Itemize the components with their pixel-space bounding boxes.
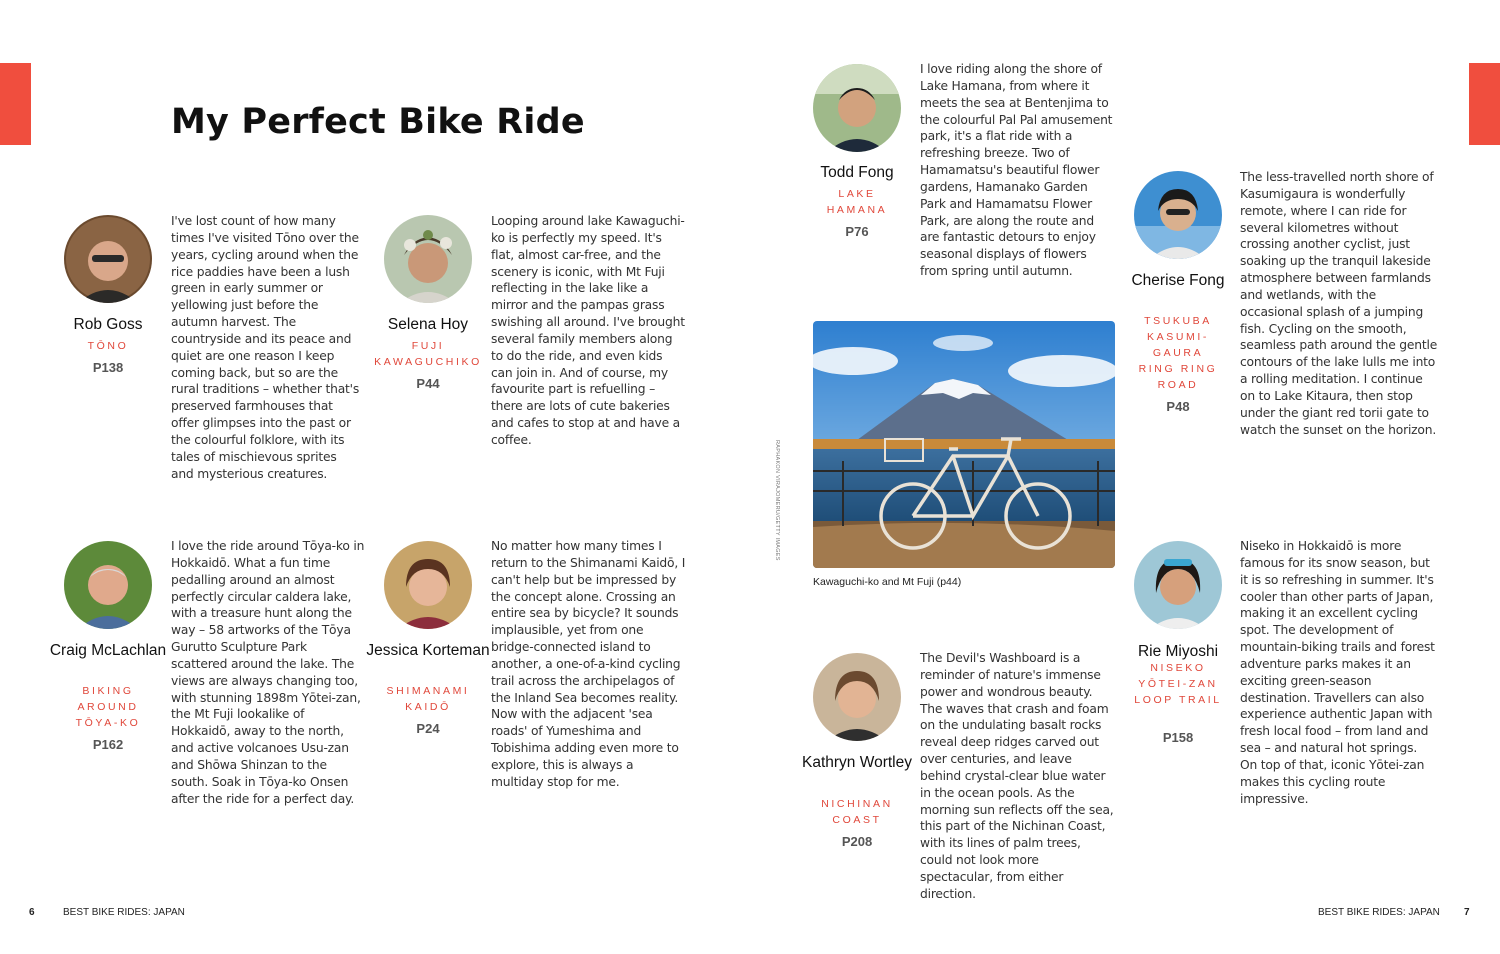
contributor-name: Jessica Korteman bbox=[366, 642, 490, 659]
page-reference: P162 bbox=[92, 737, 124, 752]
ride-location: TŌNO bbox=[87, 340, 129, 352]
photo-credit: RAPHAKON VIRAJOMERU/GETTY IMAGES bbox=[774, 440, 780, 561]
left-page-number: 6 bbox=[29, 907, 35, 918]
contributor-portrait bbox=[384, 215, 472, 303]
ride-location: BIKING AROUND TŌYA-KO bbox=[75, 685, 141, 729]
right-page-number: 7 bbox=[1464, 907, 1470, 918]
contributor-name: Selena Hoy bbox=[387, 316, 469, 333]
photo-caption: Kawaguchi-ko and Mt Fuji (p44) bbox=[813, 576, 962, 588]
contributor-text: The Devil's Washboard is a reminder of nature's immense power and wondrous beauty. The waves that crash and foam on the undulating basalt rocks reveal deep ridges carved out over centuries, and leave behind crystal-clear blue water in the ocean pools. As the morning sun reflects off the sea, this part of the Nichinan Coast, with its lines of palm trees, could not look more spectacular, from either direction. bbox=[920, 651, 1114, 901]
contributor-text: The less-travelled north shore of Kasumigaura is wonderfully remote, where I can ride for several kilometres without crossing another cyclist, just soaking up the tranquil lakeside atmosphere between farmlands and wetlands, with the occasional splash of a jumping fish. Cycling on the smooth, seamless path around the gentle contours of the lake lulls me into a rolling meditation. I continue on to Lake Kitaura, then stop under the giant red torii gate to watch the sunset on the horizon. bbox=[1240, 170, 1438, 437]
contributor-portrait bbox=[1134, 541, 1222, 629]
contributor-text: I love the ride around Tōya-ko in Hokkaidō. What a fun time pedalling around an almost perfectly circular caldera lake, with a treasure hunt along the way – 58 artworks of the Tōya Gurutto Sculpture Park scattered around the lake. The views are always changing too, with stunning 1898m Yōtei-zan, the Mt Fuji lookalike of Hokkaidō, away to the north, and active volcanoes Usu-zan and Shōwa Shinzan to the south. Soak in Tōya-ko Onsen after the ride for a perfect day. bbox=[171, 539, 365, 806]
contributor-text: I love riding along the shore of Lake Hamana, from where it meets the sea at Bentenjima to the colourful Pal Pal amusement park, it's a flat ride with a refreshing breeze. Two of Hamamatsu's beautiful flower gardens, Hamanako Garden Park and Hamamatsu Flower Park, are along the route and are fantastic detours to enjoy seasonal displays of flowers from spring until autumn. bbox=[920, 62, 1113, 279]
page-reference: P138 bbox=[92, 360, 124, 375]
page-reference: P48 bbox=[1166, 399, 1190, 414]
contributor-portrait bbox=[1134, 171, 1222, 259]
page-reference: P158 bbox=[1162, 730, 1194, 745]
contributor-text: Looping around lake Kawaguchi-ko is perfectly my speed. It's flat, almost car-free, and the scenery is iconic, with Mt Fuji reflecting in the lake like a mirror and the pampas grass swishing all around. I've brought several family members along to do the ride, and even kids can join in. And of course, my favourite part is refuelling – there are lots of cute bakeries and cafes to stop at and have a coffee. bbox=[491, 214, 685, 447]
contributor-name: Cherise Fong bbox=[1131, 272, 1225, 289]
right-page-tab bbox=[1469, 63, 1500, 145]
contributor-portrait bbox=[64, 541, 152, 629]
contributor-portrait bbox=[813, 653, 901, 741]
contributor-portrait bbox=[813, 64, 901, 152]
ride-location: TSUKUBA KASUMI-GAURA RING RING ROAD bbox=[1138, 315, 1218, 391]
page-reference: P208 bbox=[841, 834, 873, 849]
ride-location: FUJI KAWAGUCHIKO bbox=[374, 340, 482, 368]
left-page-tab bbox=[0, 63, 31, 145]
ride-location: SHIMANAMI KAIDŌ bbox=[386, 685, 470, 713]
contributor-name: Rie Miyoshi bbox=[1137, 643, 1219, 660]
contributor-portrait bbox=[384, 541, 472, 629]
contributor-name: Kathryn Wortley bbox=[802, 754, 912, 771]
contributor-name: Todd Fong bbox=[820, 164, 894, 181]
contributor-name: Craig McLachlan bbox=[49, 642, 167, 659]
contributor-text: Niseko in Hokkaidō is more famous for its snow season, but it is so refreshing in summer. It's cooler than other parts of Japan, making it an excellent cycling spot. The development of mountain-biking trails and forest adventure parks makes it an exciting green-season destination. Travellers can also experience authentic Japan with fresh local food – from land and sea – and natural hot springs. On top of that, iconic Yōtei-zan makes this cycling route impressive. bbox=[1240, 539, 1435, 806]
left-running-footer: BEST BIKE RIDES: JAPAN bbox=[63, 907, 185, 918]
page-reference: P24 bbox=[416, 721, 440, 736]
ride-location: NISEKO YŌTEI-ZAN LOOP TRAIL bbox=[1134, 662, 1222, 706]
page-reference: P76 bbox=[845, 224, 869, 239]
lake-bicycle-photo bbox=[813, 321, 1115, 568]
ride-location: LAKE HAMANA bbox=[826, 188, 888, 216]
ride-location: NICHINAN COAST bbox=[821, 798, 893, 826]
contributor-name: Rob Goss bbox=[73, 316, 143, 333]
right-running-footer: BEST BIKE RIDES: JAPAN bbox=[1318, 907, 1440, 918]
page-title: My Perfect Bike Ride bbox=[171, 102, 585, 142]
contributor-text: I've lost count of how many times I've visited Tōno over the years, cycling around when the rice paddies have been a lush green in early summer or yellowing just before the autumn harvest. The countryside and its peace and quiet are one reason I keep coming back, but so are the rural traditions – whether that's preserved farmhouses that offer glimpses into the past or the colourful folklore, with its tales of mischievous sprites and mysterious creatures. bbox=[171, 214, 360, 481]
page-reference: P44 bbox=[416, 376, 440, 391]
contributor-portrait bbox=[64, 215, 152, 303]
contributor-text: No matter how many times I return to the Shimanami Kaidō, I can't help but be impressed by the concept alone. Crossing an entire sea by bicycle? It sounds implausible, yet from one bridge-connected island to another, a one-of-a-kind cycling trail across the archipelagos of the Inland Sea becomes reality. Now with the adjacent 'sea roads' of Yumeshima and Tobishima adding even more to explore, this is always a multiday stop for me. bbox=[491, 539, 686, 789]
